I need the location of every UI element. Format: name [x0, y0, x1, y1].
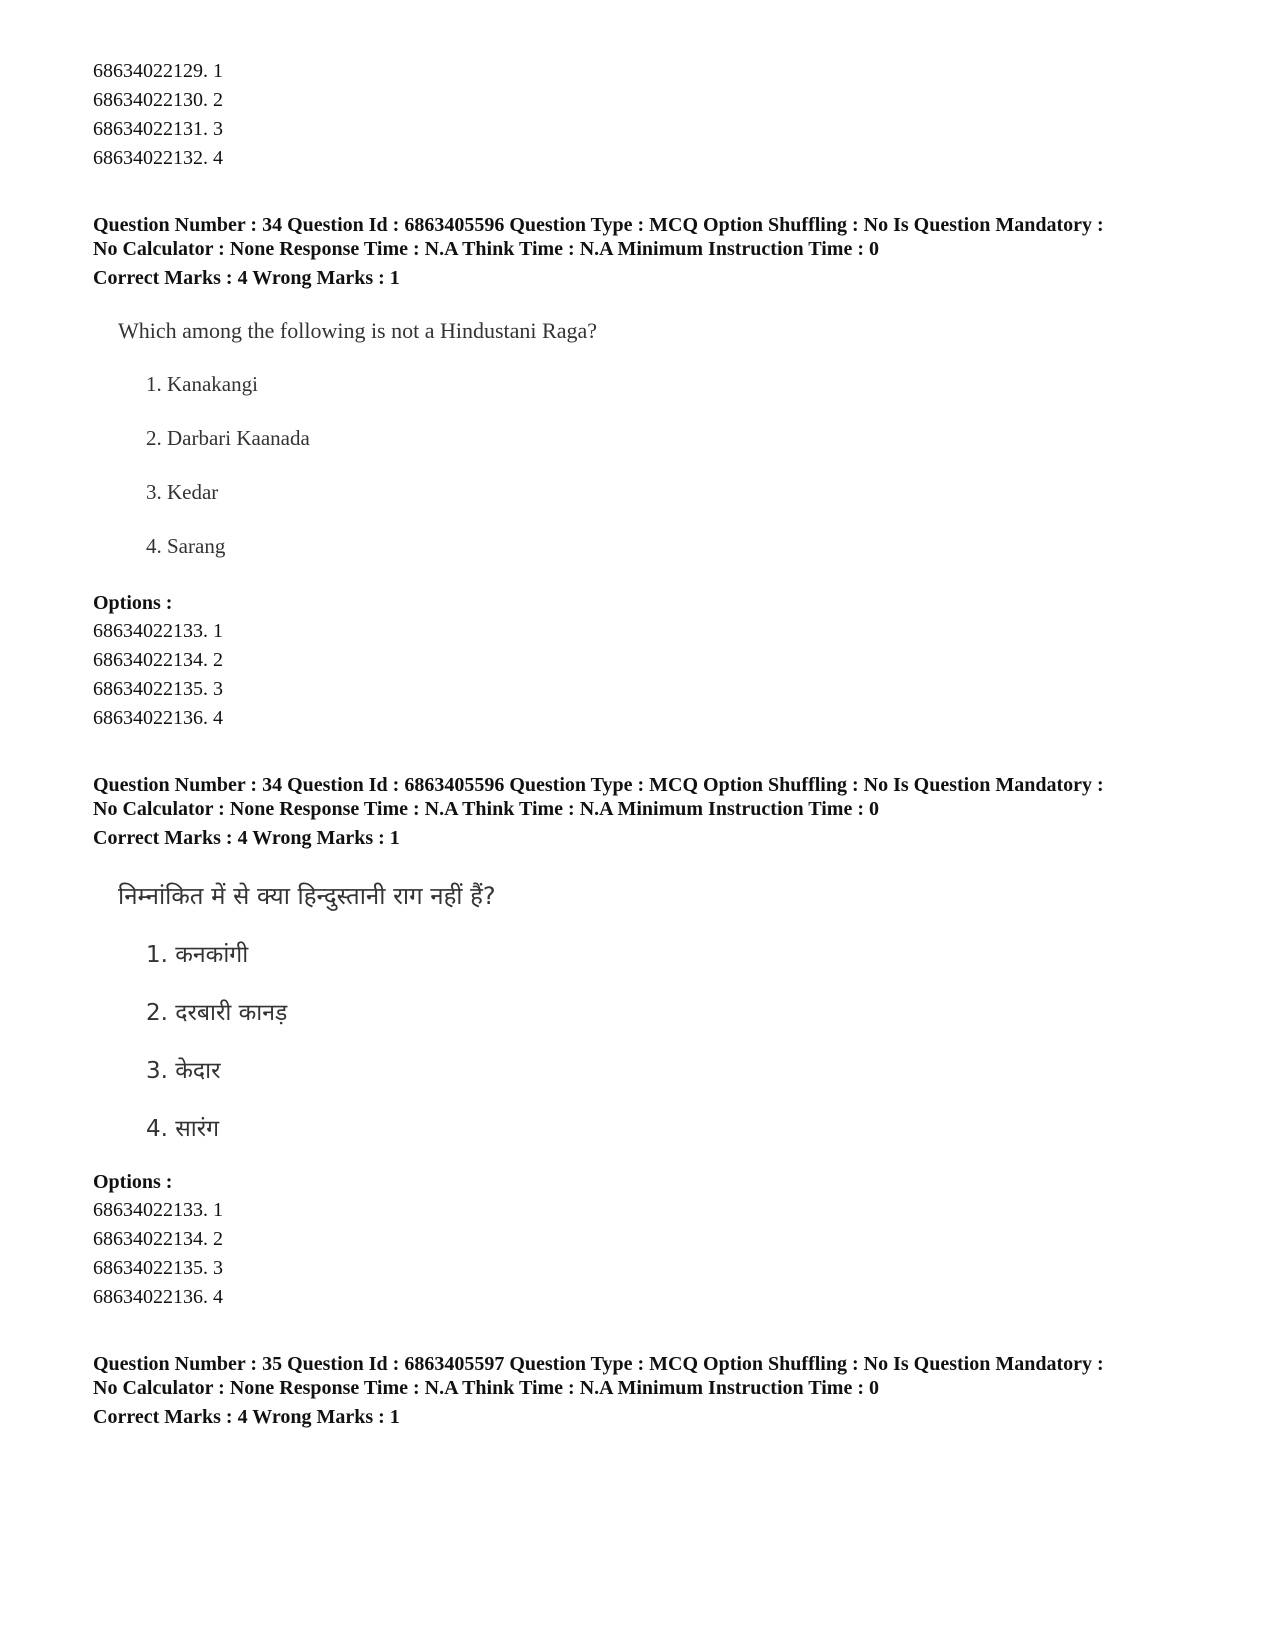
option-line: 68634022133. 1 — [93, 620, 223, 642]
option-line: 68634022135. 3 — [93, 1257, 223, 1279]
option-line: 68634022134. 2 — [93, 1228, 223, 1250]
question-marks: Correct Marks : 4 Wrong Marks : 1 — [93, 267, 400, 289]
answer-choice: 2. दरबारी कानड़ — [146, 1000, 288, 1026]
question-marks: Correct Marks : 4 Wrong Marks : 1 — [93, 1406, 400, 1428]
question-header-line-1: Question Number : 34 Question Id : 6863405596 Question Type : MCQ Option Shuffling : No Is Question Mandatory : — [93, 214, 1104, 236]
option-line: 68634022134. 2 — [93, 649, 223, 671]
question-text: निम्नांकित में से क्या हिन्दुस्तानी राग नहीं हैं? — [118, 882, 496, 910]
answer-choice: 1. Kanakangi — [146, 372, 258, 396]
option-line: 68634022135. 3 — [93, 678, 223, 700]
answer-choice: 1. कनकांगी — [146, 942, 249, 968]
question-text: Which among the following is not a Hindustani Raga? — [118, 318, 598, 343]
answer-choice: 4. Sarang — [146, 534, 226, 558]
option-line: 68634022131. 3 — [93, 118, 223, 140]
option-line: 68634022133. 1 — [93, 1199, 223, 1221]
option-line: 68634022136. 4 — [93, 707, 223, 729]
answer-choice: 3. केदार — [146, 1058, 221, 1084]
question-header-line-1: Question Number : 34 Question Id : 6863405596 Question Type : MCQ Option Shuffling : No Is Question Mandatory : — [93, 774, 1104, 796]
option-line: 68634022130. 2 — [93, 89, 223, 111]
question-marks: Correct Marks : 4 Wrong Marks : 1 — [93, 827, 400, 849]
question-header-line-1: Question Number : 35 Question Id : 6863405597 Question Type : MCQ Option Shuffling : No Is Question Mandatory : — [93, 1353, 1104, 1375]
answer-choice: 4. सारंग — [146, 1116, 220, 1142]
question-header-line-2: No Calculator : None Response Time : N.A Think Time : N.A Minimum Instruction Time : 0 — [93, 1377, 879, 1399]
answer-choice: 2. Darbari Kaanada — [146, 426, 310, 450]
question-header-line-2: No Calculator : None Response Time : N.A Think Time : N.A Minimum Instruction Time : 0 — [93, 238, 879, 260]
options-label: Options : — [93, 1171, 173, 1193]
option-line: 68634022129. 1 — [93, 60, 223, 82]
question-header-line-2: No Calculator : None Response Time : N.A Think Time : N.A Minimum Instruction Time : 0 — [93, 798, 879, 820]
option-line: 68634022132. 4 — [93, 147, 223, 169]
options-label: Options : — [93, 592, 173, 614]
answer-choice: 3. Kedar — [146, 480, 219, 504]
option-line: 68634022136. 4 — [93, 1286, 223, 1308]
